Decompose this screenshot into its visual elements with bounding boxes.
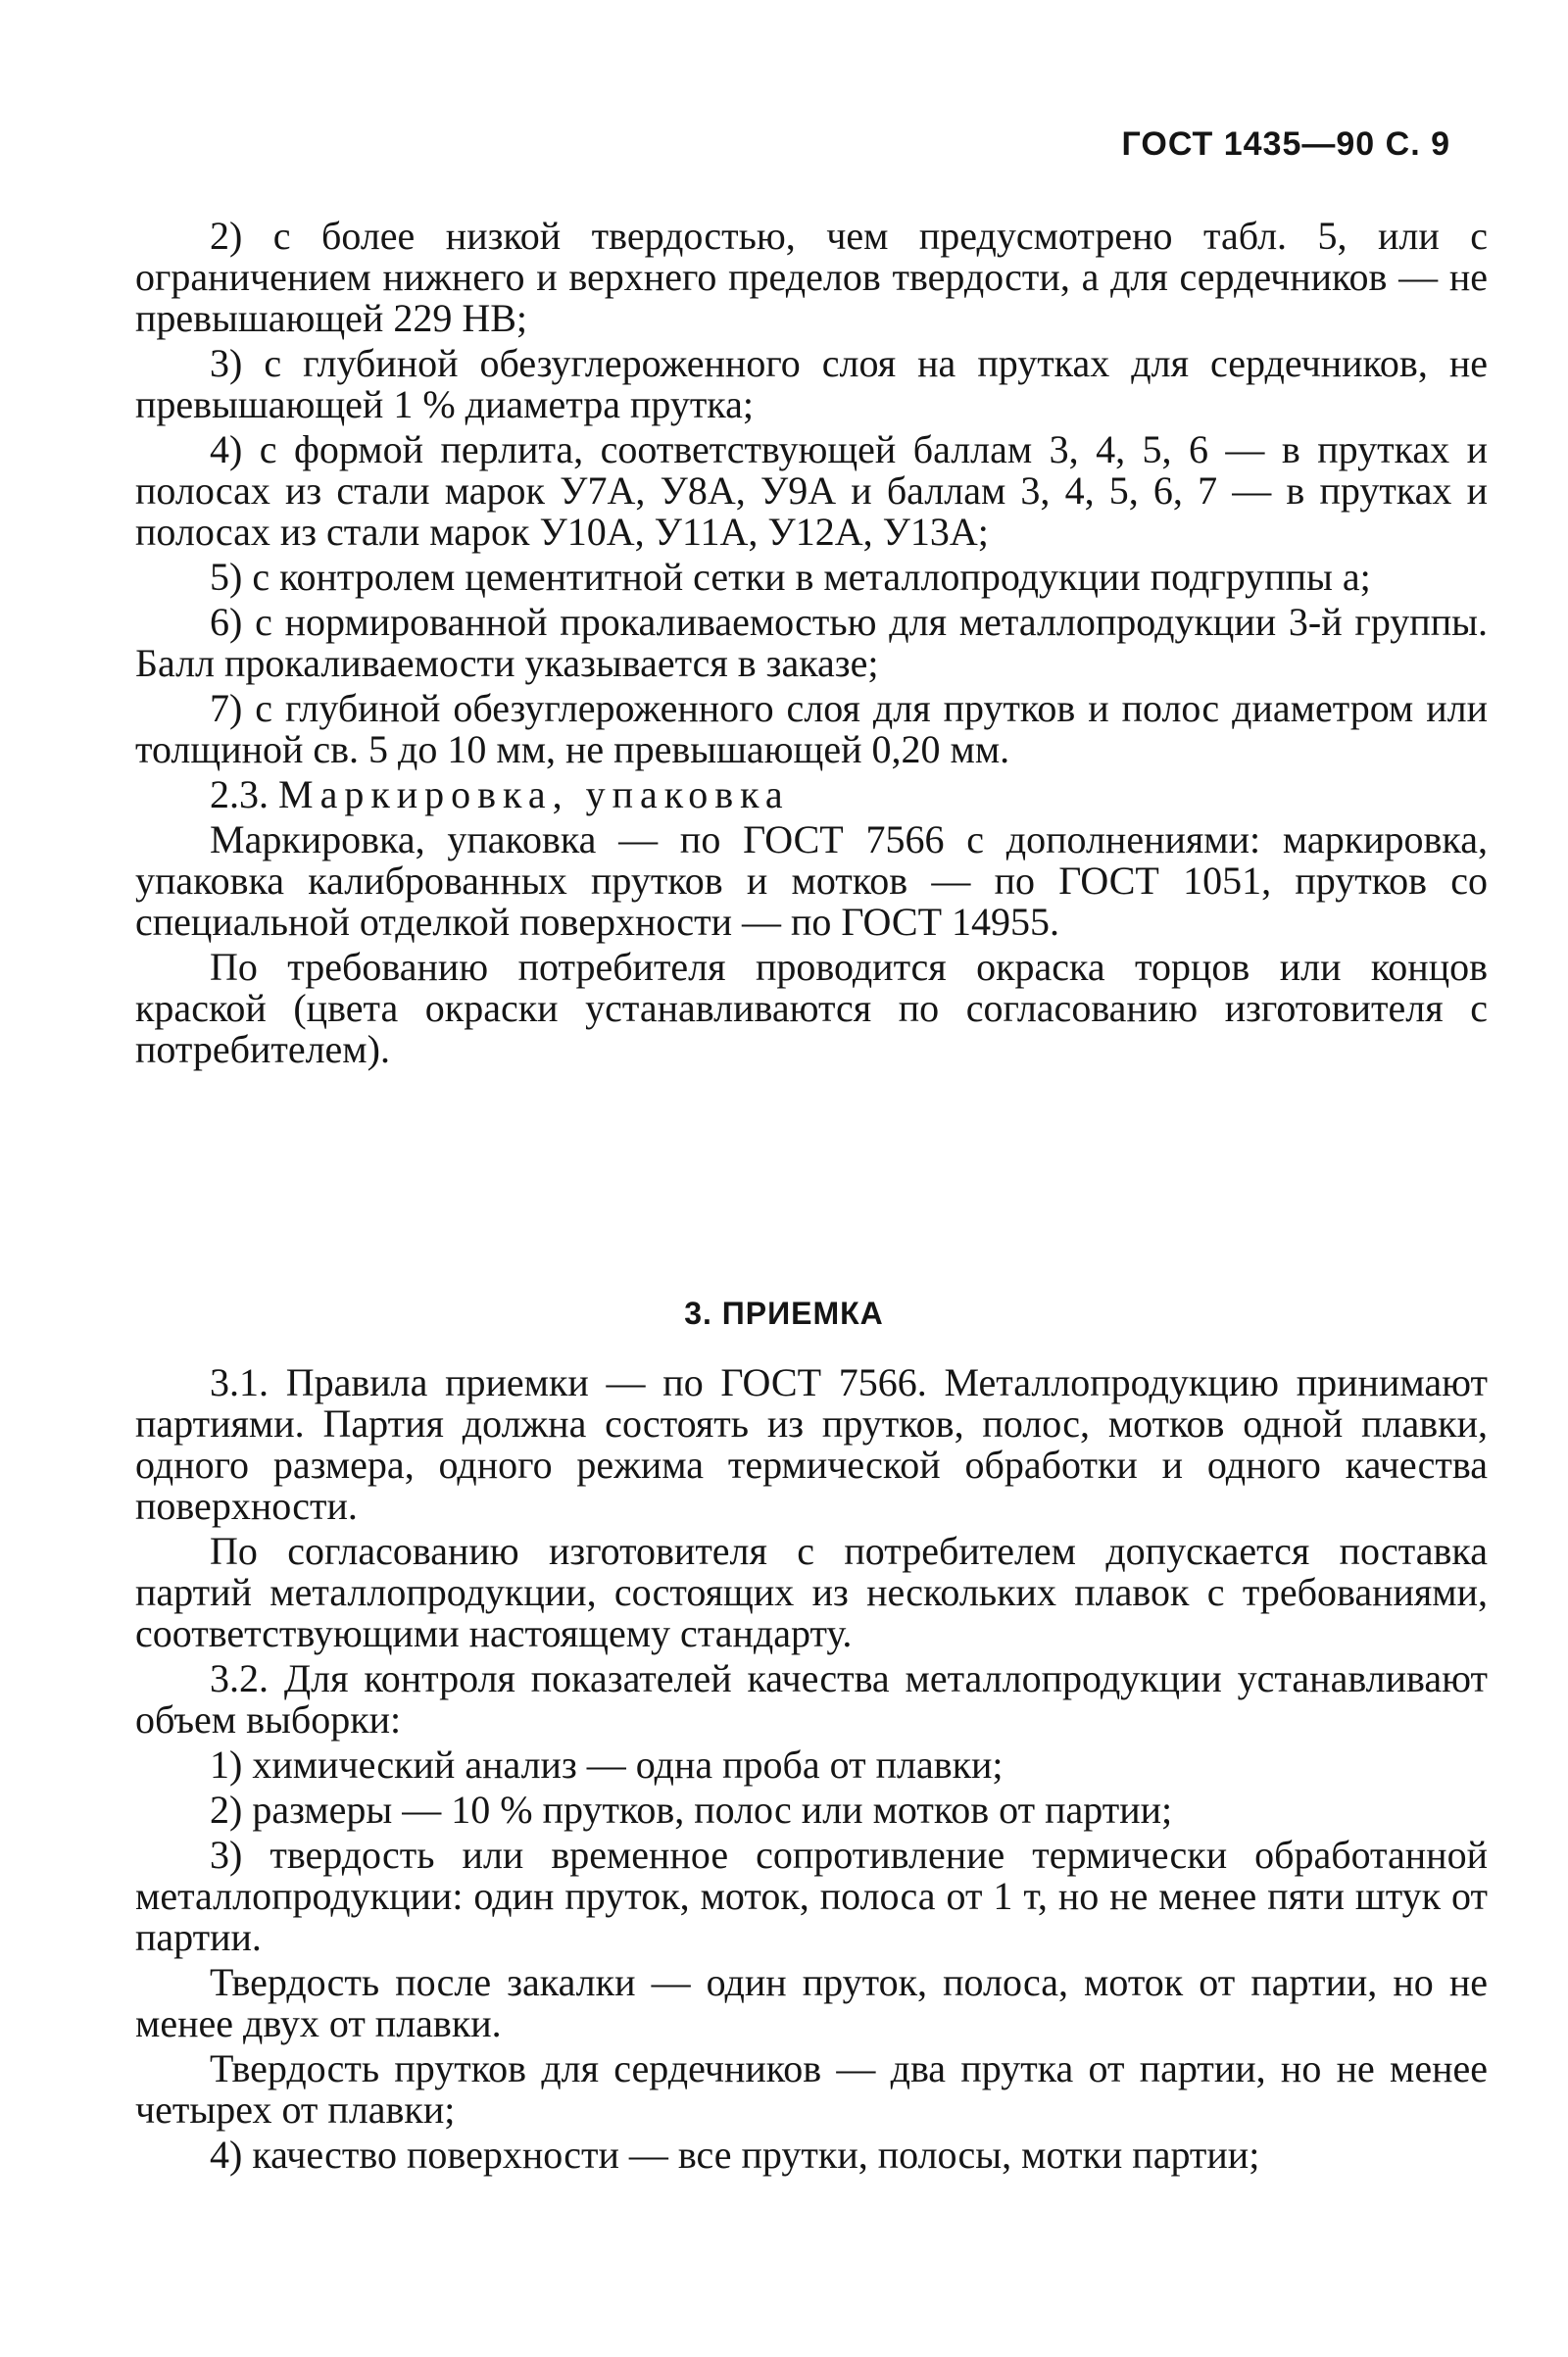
list-item: 5) с контролем цементитной сетки в металлопродукции подгруппы а; xyxy=(210,555,1371,599)
list-item: 4) качество поверхности — все прутки, полосы, мотки партии; xyxy=(210,2133,1260,2177)
section-3-body xyxy=(135,1362,1488,2180)
running-header: ГОСТ 1435—90 С. 9 xyxy=(1121,125,1450,163)
paragraph: По требованию потребителя проводится окраска торцов или концов краской (цвета окраски устанавливаются по согласованию изготовителя с потребителем). xyxy=(135,945,1488,1071)
clause-title: Маркировка, упаковка xyxy=(278,772,790,816)
list-item: 2) с более низкой твердостью, чем предусмотрено табл. 5, или с ограничением нижнего и верхнего пределов твердости, а для сердечников — не превышающей 229 НВ; xyxy=(135,214,1488,340)
paragraph: Твердость прутков для сердечников — два прутка от партии, но не менее четырех от плавки; xyxy=(135,2046,1488,2132)
paragraph: 3.2. Для контроля показателей качества металлопродукции устанавливают объем выборки: xyxy=(135,1656,1488,1742)
paragraph: 3.1. Правила приемки — по ГОСТ 7566. Металлопродукцию принимают партиями. Партия должна состоять из прутков, полос, мотков одной плавки, одного размера, одного режима термической обработки и одного качества поверхности. xyxy=(135,1360,1488,1528)
list-item: 7) с глубиной обезуглероженного слоя для прутков и полос диаметром или толщиной св. 5 до 10 мм, не превышающей 0,20 мм. xyxy=(135,686,1488,771)
list-item: 3) твердость или временное сопротивление термически обработанной металлопродукции: один пруток, моток, полоса от 1 т, но не менее пяти штук от партии. xyxy=(135,1833,1488,1959)
list-item: 2) размеры — 10 % прутков, полос или мотков от партии; xyxy=(210,1788,1173,1832)
paragraph: По согласованию изготовителя с потребителем допускается поставка партий металлопродукции, состоящих из нескольких плавок с требованиями, соответствующими настоящему стандарту. xyxy=(135,1529,1488,1655)
list-item: 3) с глубиной обезуглероженного слоя на прутках для сердечников, не превышающей 1 % диаметра прутка; xyxy=(135,341,1488,426)
paragraph: Маркировка, упаковка — по ГОСТ 7566 с дополнениями: маркировка, упаковка калиброванных прутков и мотков — по ГОСТ 1051, прутков со специальной отделкой поверхности — по ГОСТ 14955. xyxy=(135,817,1488,944)
marking-clause-title xyxy=(135,774,1488,815)
paragraph: Твердость после закалки — один пруток, полоса, моток от партии, но не менее двух от плавки. xyxy=(135,1960,1488,2045)
clause-number: 2.3. xyxy=(210,772,269,816)
list-item: 6) с нормированной прокаливаемостью для металлопродукции 3-й группы. Балл прокаливаемости указывается в заказе; xyxy=(135,600,1488,685)
list-item: 1) химический анализ — одна проба от плавки; xyxy=(210,1743,1004,1787)
section-heading: 3. ПРИЕМКА xyxy=(684,1296,884,1331)
section-2-continued xyxy=(135,216,1488,1074)
list-item: 4) с формой перлита, соответствующей баллам 3, 4, 5, 6 — в прутках и полосах из стали марок У7А, У8А, У9А и баллам 3, 4, 5, 6, 7 — в прутках и полосах из стали марок У10А, У11А, У12А, У13А; xyxy=(135,427,1488,554)
